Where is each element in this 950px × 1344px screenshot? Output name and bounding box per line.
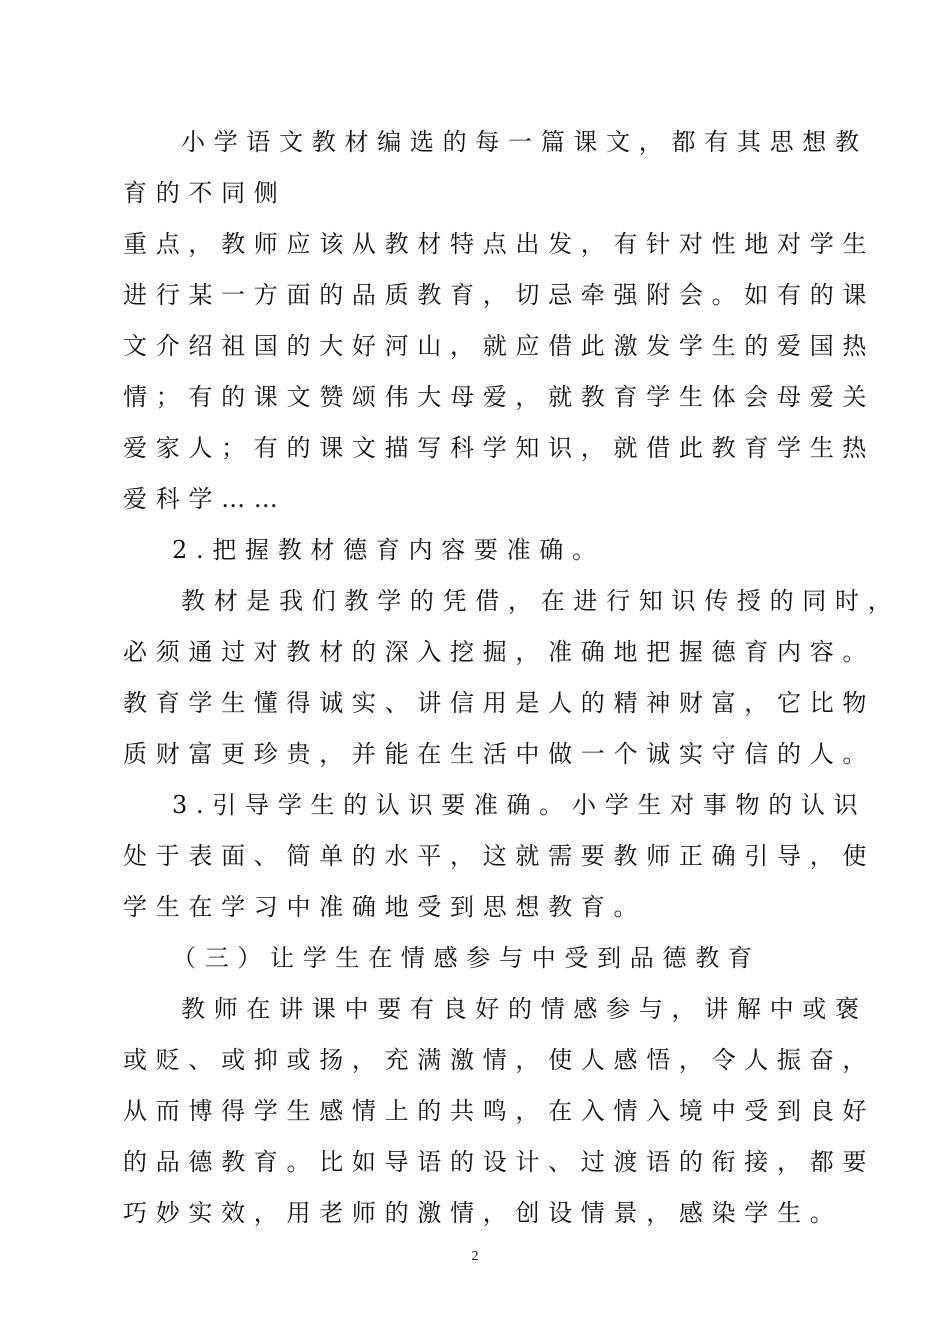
text-line-1: 小学语文教材编选的每一篇课文，都有其思想教 [181,128,868,156]
section-heading-3: （三）让学生在情感参与中受到品德教育 [172,944,761,972]
text-line-13: 质财富更珍贵，并能在生活中做一个诚实守信的人。 [123,740,876,768]
text-line-2: 育的不同侧 [123,179,287,207]
text-line-12: 教育学生懂得诚实、讲信用是人的精神财富，它比物 [123,689,876,717]
text-line-19: 或贬、或抑或扬，充满激情，使人感悟，令人振奋， [123,1046,876,1074]
text-line-10: 教材是我们教学的凭借，在进行知识传授的同时， [181,587,901,615]
heading-2: 2.把握教材德育内容要准确。 [172,536,605,564]
page-number: 2 [471,1249,479,1264]
text-line-20: 从而博得学生感情上的共鸣，在入情入境中受到良好 [123,1097,876,1125]
text-line-7: 爱家人；有的课文描写科学知识，就借此教育学生热 [123,434,876,462]
text-line-22: 巧妙实效，用老师的激情，创设情景，感染学生。 [123,1199,843,1227]
text-line-5: 文介绍祖国的大好河山，就应借此激发学生的爱国热 [123,332,876,360]
text-line-21: 的品德教育。比如导语的设计、过渡语的衔接，都要 [123,1148,876,1176]
text-line-15: 处于表面、简单的水平，这就需要教师正确引导，使 [123,842,876,870]
text-line-11: 必须通过对教材的深入挖掘，准确地把握德育内容。 [123,638,876,666]
text-line-8: 爱科学…… [123,485,287,513]
text-line-3: 重点，教师应该从教材特点出发，有针对性地对学生 [123,230,876,258]
text-line-4: 进行某一方面的品质教育，切忌牵强附会。如有的课 [123,281,876,309]
text-line-6: 情；有的课文赞颂伟大母爱，就教育学生体会母爱关 [123,383,876,411]
heading-3: 3.引导学生的认识要准确。小学生对事物的认识 [172,791,867,819]
text-line-16: 学生在学习中准确地受到思想教育。 [123,893,647,921]
text-line-18: 教师在讲课中要有良好的情感参与，讲解中或褒 [181,995,868,1023]
